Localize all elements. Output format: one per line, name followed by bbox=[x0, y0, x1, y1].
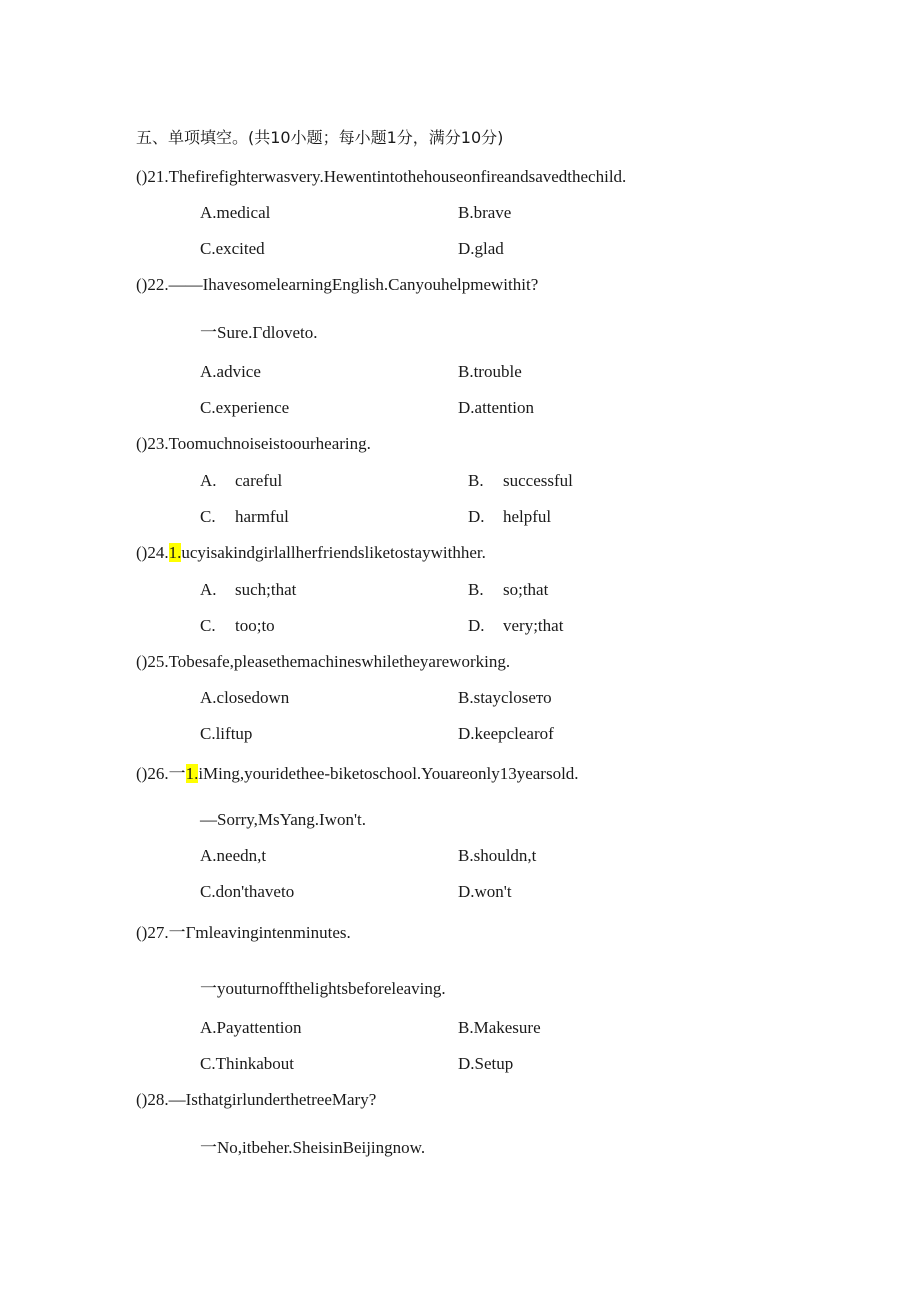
option-text: very;that bbox=[503, 616, 564, 635]
q21-option-a: A.medical bbox=[200, 203, 271, 222]
q26-option-a: A.needn,t bbox=[200, 846, 267, 865]
option-text: such;that bbox=[235, 580, 297, 599]
q24-prefix: ()24. bbox=[136, 543, 169, 562]
question-26-stem bbox=[136, 763, 579, 785]
option-label: A. bbox=[200, 580, 217, 599]
option-label: D. bbox=[468, 616, 485, 635]
question-27-reply: 一youturnoffthelightsbeforeleaving. bbox=[200, 979, 446, 998]
q27-option-c: C.Thinkabout bbox=[200, 1054, 294, 1073]
question-21-stem: ()21.Thefirefighterwasvery.Hewentintothehouseonfireandsavedthechild. bbox=[136, 167, 627, 186]
option-text: successful bbox=[503, 471, 573, 490]
option-label: B. bbox=[468, 580, 484, 599]
q24-rest: ucyisakindgirlallherfriendsliketostaywithher. bbox=[181, 543, 486, 562]
question-27-stem: ()27.一Γmleavingintenminutes. bbox=[136, 923, 351, 942]
option-label: B. bbox=[468, 471, 484, 490]
q26-prefix: ()26.一 bbox=[136, 764, 186, 783]
q23-option-d bbox=[468, 506, 551, 528]
q21-option-c: C.excited bbox=[200, 239, 265, 258]
q27-option-a: A.Payattention bbox=[200, 1018, 302, 1037]
q22-option-c: C.experience bbox=[200, 398, 290, 417]
option-text: harmful bbox=[235, 507, 289, 526]
question-28-reply: 一No,itbeher.SheisinBeijingnow. bbox=[200, 1138, 426, 1157]
q26-highlight: 1. bbox=[185, 764, 199, 783]
question-23-stem: ()23.Toomuchnoiseistoourhearing. bbox=[136, 434, 371, 453]
question-22-stem: ()22.——IhavesomelearningEnglish.Canyouhelpmewithit? bbox=[136, 275, 539, 294]
q27-option-d: D.Setup bbox=[458, 1054, 514, 1073]
option-label: D. bbox=[468, 507, 485, 526]
option-text: so;that bbox=[503, 580, 549, 599]
option-label: A. bbox=[200, 471, 217, 490]
q21-option-b: B.brave bbox=[458, 203, 512, 222]
q24-option-d bbox=[468, 615, 563, 637]
q25-option-a: A.closedown bbox=[200, 688, 290, 707]
q22-option-a: A.advice bbox=[200, 362, 261, 381]
question-24-stem bbox=[136, 542, 486, 564]
q22-option-d: D.attention bbox=[458, 398, 535, 417]
question-28-stem: ()28.—IsthatgirlunderthetreeMary? bbox=[136, 1090, 377, 1109]
option-label: C. bbox=[200, 507, 216, 526]
q24-highlight: 1. bbox=[168, 543, 182, 562]
q25-option-b: B.stayclosето bbox=[458, 688, 552, 707]
option-text: too;to bbox=[235, 616, 275, 635]
q26-rest: iMing,youridethee-biketoschool.Youareonly13yearsold. bbox=[198, 764, 579, 783]
q26-option-d: D.won't bbox=[458, 882, 512, 901]
q25-option-d: D.keepclearof bbox=[458, 724, 554, 743]
q25-option-c: C.liftup bbox=[200, 724, 253, 743]
q26-option-c: C.don'thaveto bbox=[200, 882, 295, 901]
q23-option-b bbox=[468, 470, 573, 492]
q22-option-b: B.trouble bbox=[458, 362, 522, 381]
q24-option-c bbox=[200, 615, 275, 637]
option-text: helpful bbox=[503, 507, 552, 526]
q23-option-a bbox=[200, 470, 282, 492]
section-title: 五、单项填空。(共10小题；每小题1分，满分10分) bbox=[136, 128, 504, 147]
q21-option-d: D.glad bbox=[458, 239, 504, 258]
q24-option-b bbox=[468, 579, 548, 601]
question-26-reply: —Sorry,MsYang.Iwon't. bbox=[200, 810, 366, 829]
option-text: careful bbox=[235, 471, 283, 490]
q27-option-b: B.Makesure bbox=[458, 1018, 541, 1037]
question-22-reply: 一Sure.Γdloveto. bbox=[200, 323, 318, 342]
q26-option-b: B.shouldn,t bbox=[458, 846, 537, 865]
question-25-stem: ()25.Tobesafe,pleasethemachineswhiletheyareworking. bbox=[136, 652, 511, 671]
q24-option-a bbox=[200, 579, 296, 601]
option-label: C. bbox=[200, 616, 216, 635]
q23-option-c bbox=[200, 506, 289, 528]
